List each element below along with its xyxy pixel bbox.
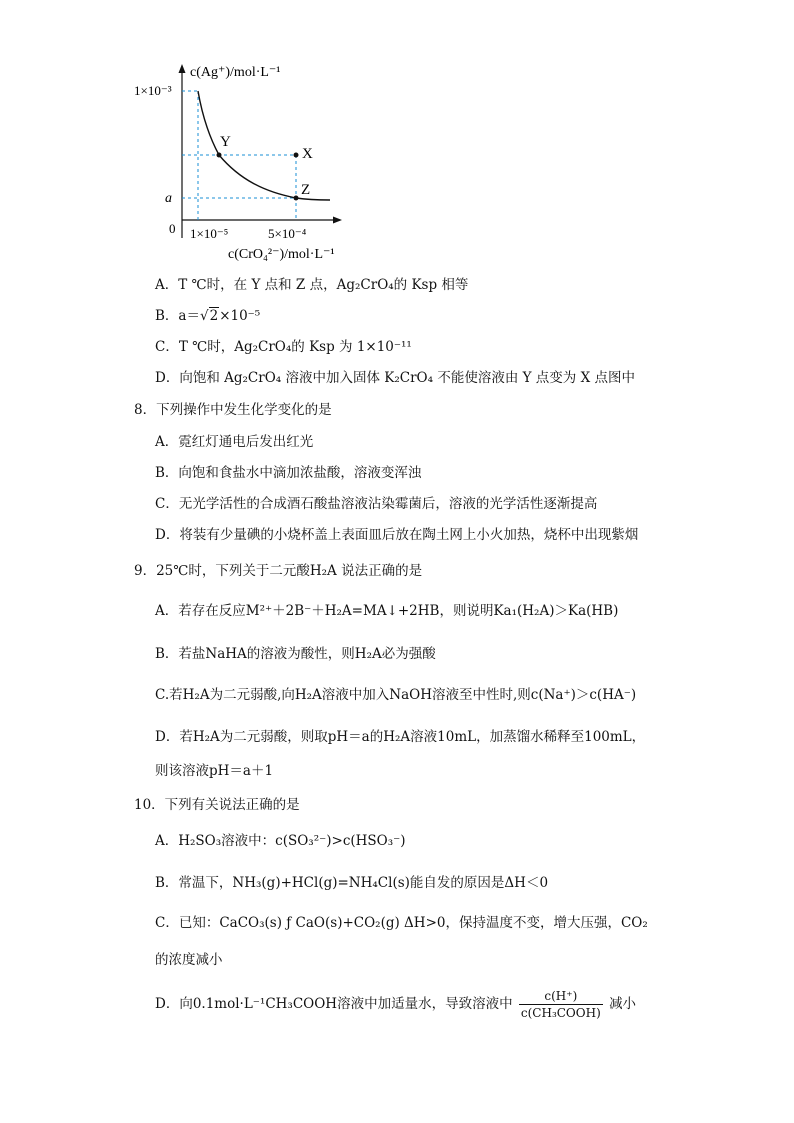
point-x-marker xyxy=(294,153,299,158)
q9-option-a: A．若存在反应M²⁺＋2B⁻＋H₂A=MA↓+2HB，则说明Ka₁(H₂A)＞Ka(HB) xyxy=(155,603,619,619)
y-axis-arrow xyxy=(179,64,186,73)
point-y-marker xyxy=(217,153,222,158)
q9-option-b: B．若盐NaHA的溶液为酸性，则H₂A必为强酸 xyxy=(155,646,436,662)
q10-option-a: A．H₂SO₃溶液中：c(SO₃²⁻)>c(HSO₃⁻) xyxy=(155,833,406,849)
x-axis-arrow xyxy=(333,217,342,224)
point-x-label: X xyxy=(302,146,313,162)
y-tick-top: 1×10⁻³ xyxy=(134,83,172,98)
point-z-label: Z xyxy=(301,182,311,198)
q9-option-d-line2: 则该溶液pH＝a＋1 xyxy=(155,763,274,779)
q7-option-a: A．T ℃时，在 Y 点和 Z 点，Ag₂CrO₄的 Ksp 相等 xyxy=(155,277,469,293)
q10-option-b: B．常温下，NH₃(g)+HCl(g)=NH₄Cl(s)能自发的原因是ΔH＜0 xyxy=(155,875,549,891)
fraction-denominator: c(CH₃COOH) xyxy=(520,1006,601,1020)
point-z-marker xyxy=(294,196,299,201)
q7-option-b-root: 2 xyxy=(209,308,219,324)
x-tick-2: 5×10⁻⁴ xyxy=(268,226,307,241)
q10-option-c-line2: 的浓度减小 xyxy=(155,952,223,968)
y-axis-label: c(Ag⁺)/mol·L⁻¹ xyxy=(190,65,281,80)
q8-option-b: B．向饱和食盐水中滴加浓盐酸，溶液变浑浊 xyxy=(155,465,422,481)
x-axis-label: c(CrO₄²⁻)/mol·L⁻¹ xyxy=(228,247,335,262)
point-y-label: Y xyxy=(220,134,231,150)
solubility-graph xyxy=(0,0,400,270)
q7-option-c: C．T ℃时，Ag₂CrO₄的 Ksp 为 1×10⁻¹¹ xyxy=(155,339,412,355)
q9-option-d-line1: D．若H₂A为二元弱酸，则取pH＝a的H₂A溶液10mL，加蒸馏水稀释至100mL， xyxy=(155,729,646,745)
fraction-numerator: c(H⁺) xyxy=(519,988,603,1005)
q8-option-a: A．霓红灯通电后发出红光 xyxy=(155,434,314,450)
q7-option-b-prefix: B．a＝ xyxy=(155,308,200,324)
q10-option-c-line1: C．已知：CaCO₃(s) ƒ CaO(s)+CO₂(g) ΔH>0，保持温度不变，增大压强，CO₂ xyxy=(155,915,648,931)
x-tick-1: 1×10⁻⁵ xyxy=(190,226,229,241)
concentration-ratio-fraction xyxy=(519,988,603,1021)
q10-option-d-suffix: 减小 xyxy=(609,996,637,1012)
origin-label: 0 xyxy=(169,221,176,236)
q10-option-d xyxy=(155,988,636,1021)
q7-option-d: D．向饱和 Ag₂CrO₄ 溶液中加入固体 K₂CrO₄ 不能使溶液由 Y 点变为 X 点图中 xyxy=(155,370,636,386)
q9-stem: 9．25℃时，下列关于二元酸H₂A 说法正确的是 xyxy=(134,563,423,579)
q8-option-d: D．将装有少量碘的小烧杯盖上表面皿后放在陶土网上小火加热，烧杯中出现紫烟 xyxy=(155,527,639,543)
q10-stem: 10．下列有关说法正确的是 xyxy=(134,797,300,813)
y-tick-a: a xyxy=(165,191,172,206)
q10-option-d-prefix: D．向0.1mol·L⁻¹CH₃COOH溶液中加适量水，导致溶液中 xyxy=(155,996,513,1012)
q7-option-b-suffix: ×10⁻⁵ xyxy=(219,308,261,324)
q8-stem: 8．下列操作中发生化学变化的是 xyxy=(134,402,332,418)
q7-option-b: B．a＝√2×10⁻⁵ xyxy=(155,308,261,324)
q9-option-c: C.若H₂A为二元弱酸,向H₂A溶液中加入NaOH溶液至中性时,则c(Na⁺)＞c(HA⁻) xyxy=(155,687,637,703)
q8-option-c: C．无光学活性的合成酒石酸盐溶液沾染霉菌后，溶液的光学活性逐渐提高 xyxy=(155,496,598,512)
